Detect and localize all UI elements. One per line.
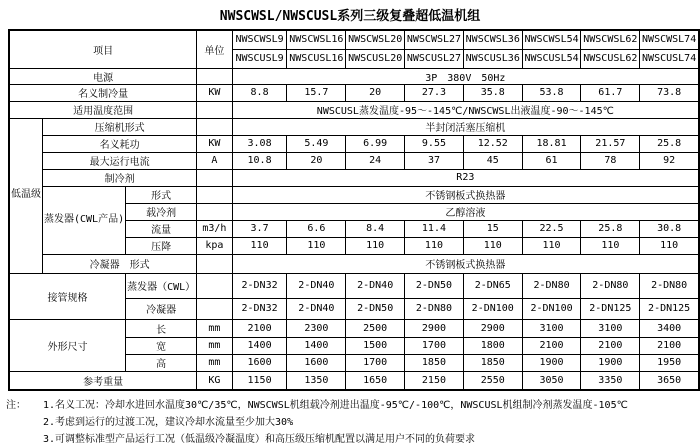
unit-cell [197,203,232,220]
note-line-1 [6,397,700,414]
value-cell: 2-DN50 [346,298,405,319]
model-name: NWSCWSL16 [287,30,346,49]
value-cell: 1700 [405,337,464,354]
unit-cell [197,186,232,203]
row-label: 最大运行电流 [43,152,197,169]
value-cell: 2-DN80 [522,273,581,298]
value-cell: NWSCUSL蒸发温度-95～-145℃/NWSCWSL出液温度-90～-145℃ [232,101,699,118]
value-cell: 21.57 [581,135,640,152]
value-cell: 22.5 [522,220,581,237]
page-title: NWSCWSL/NWSCUSL系列三级复叠超低温机组 [219,9,481,24]
value-cell: 11.4 [405,220,464,237]
value-cell: 73.8 [640,84,699,101]
unit-cell [197,68,232,84]
group-label-low-stage: 低温级 [9,118,43,273]
model-name: NWSCWSL27 [405,30,464,49]
value-cell: 不锈钢板式换热器 [232,186,699,203]
value-cell: 6.6 [287,220,346,237]
value-cell: 3650 [640,371,699,390]
value-cell: 2300 [287,319,346,337]
value-cell: 2-DN125 [640,298,699,319]
value-cell: 53.8 [522,84,581,101]
value-cell: 5.49 [287,135,346,152]
value-cell: 1850 [463,354,522,371]
note-line-2: 2.考虑到运行的过渡工况，建议冷却水流量至少加大30% [43,417,294,428]
value-cell: 2-DN50 [405,273,464,298]
model-name: NWSCUSL20 [346,49,405,68]
header-unit-cell: 单位 [197,30,232,68]
model-name: NWSCWSL36 [463,30,522,49]
value-cell: R23 [232,169,699,186]
table-row [9,319,699,337]
value-cell: 2900 [405,319,464,337]
row-label: 电源 [9,68,197,84]
value-cell: 2-DN40 [346,273,405,298]
row-label: 冷凝器 形式 [43,254,197,273]
row-label: 压缩机形式 [43,118,197,135]
value-cell: 2-DN80 [405,298,464,319]
value-cell: 3050 [522,371,581,390]
value-cell: 37 [405,152,464,169]
unit-cell: mm [197,319,232,337]
value-cell: 2-DN40 [287,273,346,298]
table-row [9,84,699,101]
unit-cell [197,254,232,273]
row-label: 制冷剂 [43,169,197,186]
value-cell: 3100 [522,319,581,337]
group-label-pipe-spec: 接管规格 [9,273,126,319]
value-cell: 2-DN80 [640,273,699,298]
header-row-wsl [9,30,699,49]
value-cell: 1350 [287,371,346,390]
note-text: 1.名义工况：冷却水进回水温度30℃/35℃，NWSCWSL机组载冷剂进出温度-95℃/-100℃，NWSCUSL机组制冷剂蒸发温度-105℃ [43,400,628,411]
value-cell: 2-DN80 [581,273,640,298]
value-cell: 3.7 [232,220,287,237]
value-cell: 1850 [405,354,464,371]
value-cell: 3350 [581,371,640,390]
unit-cell [197,298,232,319]
row-label: 宽 [126,337,197,354]
value-cell: 30.8 [640,220,699,237]
row-label: 形式 [126,186,197,203]
value-cell: 110 [581,237,640,254]
value-cell: 15.7 [287,84,346,101]
value-cell: 3.08 [232,135,287,152]
value-cell: 1400 [287,337,346,354]
value-cell: 20 [346,84,405,101]
table-row [9,118,699,135]
value-cell: 2100 [581,337,640,354]
value-cell: 2550 [463,371,522,390]
value-cell: 2100 [640,337,699,354]
value-cell: 2500 [346,319,405,337]
model-name: NWSCWSL9 [232,30,287,49]
value-cell: 2-DN32 [232,273,287,298]
value-cell: 25.8 [581,220,640,237]
value-cell: 不锈钢板式换热器 [232,254,699,273]
value-cell: 10.8 [232,152,287,169]
value-cell: 110 [346,237,405,254]
value-cell: 6.99 [346,135,405,152]
value-cell: 1400 [232,337,287,354]
row-label: 高 [126,354,197,371]
value-cell: 3400 [640,319,699,337]
value-cell: 45 [463,152,522,169]
value-cell: 110 [463,237,522,254]
model-name: NWSCWSL54 [522,30,581,49]
row-label: 载冷剂 [126,203,197,220]
model-name: NWSCUSL74 [640,49,699,68]
value-cell: 110 [640,237,699,254]
unit-cell [197,118,232,135]
row-label: 流量 [126,220,197,237]
table-row [9,169,699,186]
value-cell: 8.4 [346,220,405,237]
row-label: 蒸发器（CWL） [126,273,197,298]
value-cell: 20 [287,152,346,169]
value-cell: 1950 [640,354,699,371]
table-row [9,186,699,203]
unit-cell: kpa [197,237,232,254]
value-cell: 110 [287,237,346,254]
value-cell: 2-DN65 [463,273,522,298]
table-row [9,68,699,84]
value-cell: 2100 [232,319,287,337]
value-cell: 1900 [581,354,640,371]
table-row [9,273,699,298]
header-item-cell: 项目 [9,30,197,68]
model-name: NWSCUSL36 [463,49,522,68]
value-cell: 2-DN32 [232,298,287,319]
unit-cell: KG [197,371,232,390]
value-cell: 1600 [287,354,346,371]
unit-cell: KW [197,84,232,101]
value-cell: 110 [232,237,287,254]
value-cell: 2-DN40 [287,298,346,319]
group-label-dimensions: 外形尺寸 [9,319,126,371]
table-row [9,101,699,118]
value-cell: 78 [581,152,640,169]
value-cell: 2-DN100 [522,298,581,319]
unit-cell: mm [197,354,232,371]
value-cell: 3P 380V 50Hz [232,68,699,84]
row-label: 长 [126,319,197,337]
value-cell: 24 [346,152,405,169]
value-cell: 15 [463,220,522,237]
value-cell: 1150 [232,371,287,390]
model-name: NWSCUSL62 [581,49,640,68]
row-label: 冷凝器 [126,298,197,319]
table-row [9,152,699,169]
value-cell: 12.52 [463,135,522,152]
value-cell: 3100 [581,319,640,337]
value-cell: 1900 [522,354,581,371]
model-name: NWSCUSL16 [287,49,346,68]
model-name: NWSCWSL20 [346,30,405,49]
value-cell: 8.8 [232,84,287,101]
table-row [9,254,699,273]
unit-cell: mm [197,337,232,354]
value-cell: 18.81 [522,135,581,152]
unit-cell [197,101,232,118]
note-line-3: 3.可调整标准型产品运行工况（低温级冷凝温度）和高压级压缩机配置以满足用户不同的负荷要求 [43,434,476,445]
spec-table [8,29,700,391]
value-cell: 1800 [463,337,522,354]
value-cell: 2-DN125 [581,298,640,319]
unit-cell: KW [197,135,232,152]
value-cell: 2900 [463,319,522,337]
value-cell: 61.7 [581,84,640,101]
row-label: 名义耗功 [43,135,197,152]
model-name: NWSCUSL9 [232,49,287,68]
model-name: NWSCUSL27 [405,49,464,68]
note-prefix: 注： [6,400,26,411]
model-name: NWSCWSL74 [640,30,699,49]
model-name: NWSCWSL62 [581,30,640,49]
value-cell: 25.8 [640,135,699,152]
row-label: 压降 [126,237,197,254]
value-cell: 2-DN100 [463,298,522,319]
notes-block [6,397,700,448]
value-cell: 半封闭活塞压缩机 [232,118,699,135]
table-row [9,371,699,390]
value-cell: 61 [522,152,581,169]
table-row [9,135,699,152]
row-label: 参考重量 [9,371,197,390]
value-cell: 乙醇溶液 [232,203,699,220]
value-cell: 1700 [346,354,405,371]
value-cell: 27.3 [405,84,464,101]
value-cell: 1650 [346,371,405,390]
unit-cell: A [197,152,232,169]
value-cell: 110 [405,237,464,254]
unit-cell [197,169,232,186]
row-label: 适用温度范围 [9,101,197,118]
value-cell: 1500 [346,337,405,354]
value-cell: 2100 [522,337,581,354]
group-label-evaporator: 蒸发器(CWL产品) [43,186,126,254]
value-cell: 1600 [232,354,287,371]
value-cell: 2150 [405,371,464,390]
model-name: NWSCUSL54 [522,49,581,68]
value-cell: 35.8 [463,84,522,101]
unit-cell: m3/h [197,220,232,237]
value-cell: 9.55 [405,135,464,152]
value-cell: 110 [522,237,581,254]
row-label: 名义制冷量 [9,84,197,101]
value-cell: 92 [640,152,699,169]
unit-cell [197,273,232,298]
